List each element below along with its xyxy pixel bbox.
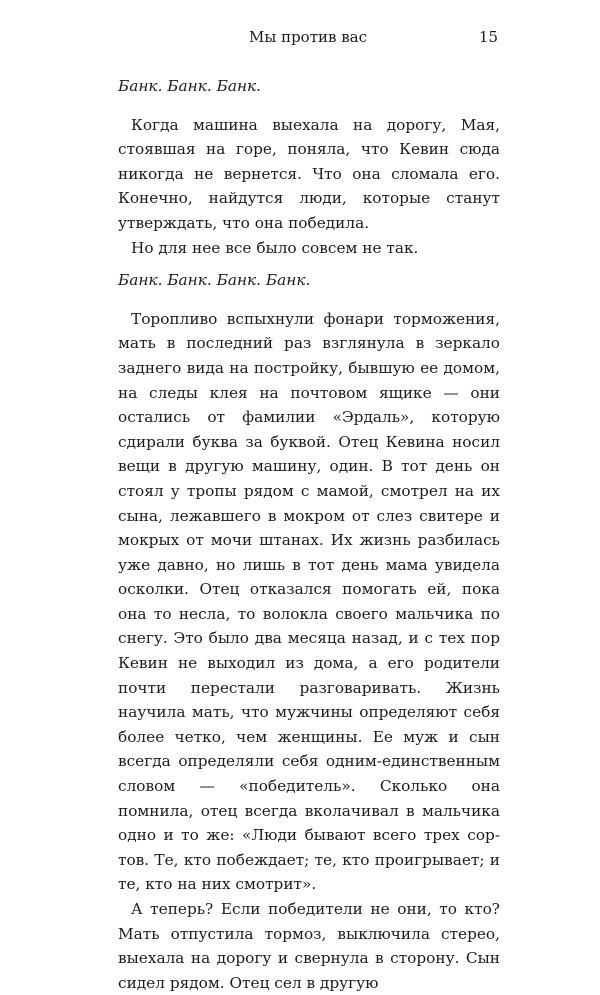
page-header	[118, 28, 498, 50]
running-title: Мы против вас	[249, 28, 367, 46]
page-number: 15	[478, 28, 498, 46]
sound-effect-line: Банк. Банк. Банк. Банк.	[118, 271, 311, 290]
sound-effect-line: Банк. Банк. Банк.	[118, 77, 262, 95]
paragraph: А теперь? Если победители не они, то кто? Мать отпустила тормоз, выключила стерео, выехала на дорогу и свернула в сторону. Сын сидел рядом. Отец сел в другую	[118, 900, 500, 992]
paragraph: Но для нее все было совсем не так.	[131, 238, 419, 257]
paragraph: Торопливо вспыхнули фонари торможения, мать в последний раз взглянула в зеркало заднего вида на постройку, бывшую ее домом, на следы клея на почтовом ящике — они остались от фамилии «Эрдаль», которую сдирали буква за буквой. Отец Кевина носил вещи в другую машину, один. В тот день он стоял у тропы рядом с мамой, смотрел на их сына, лежавшего в мокром от слез свитере и мокрых от мочи штанах. Их жизнь разбилась уже давно, но лишь в тот день мама увидела осколки. Отец отказался помогать ей, пока она то несла, то волокла своего мальчика по снегу. Это было два месяца назад, и с тех пор Кевин не выходил из дома, а его родители почти перестали разговаривать. Жизнь научила мать, что мужчины определяют себя более четко, чем женщины. Ее муж и сын всегда определяли себя одним-единственным словом — «победитель». Сколько она помнила, отец всегда вколачивал в мальчика одно и то же: «Люди бывают всего трех сортов. Те, кто побеждает; те, кто проигрывает; и те, кто на них смотрит».	[118, 309, 500, 894]
paragraph: Когда машина выехала на дорогу, Мая, стоявшая на горе, поняла, что Кевин сюда никогда не вернется. Что она сломала его. Конечно, найдутся люди, которые станут утверждать, что она победила.	[118, 115, 500, 232]
body-text	[118, 74, 500, 995]
